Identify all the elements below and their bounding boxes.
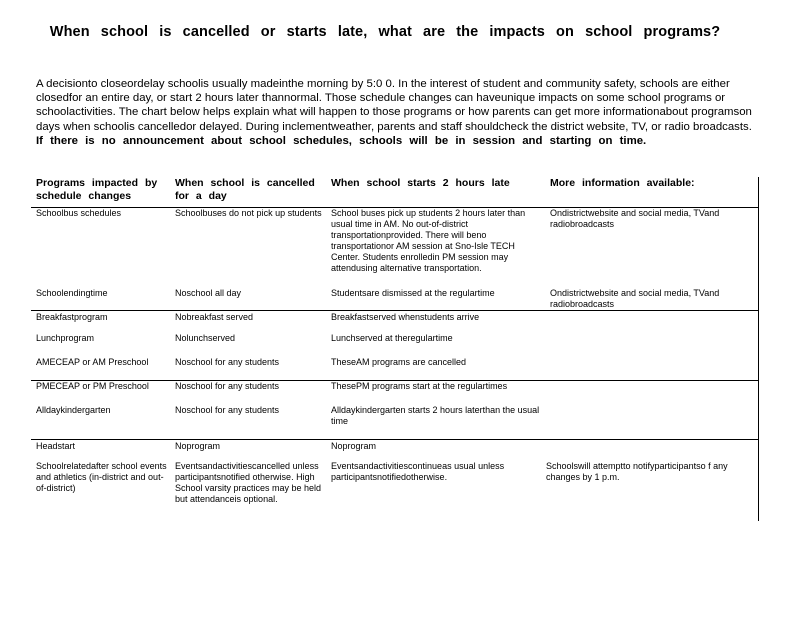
cell-more-info [545, 381, 758, 406]
page-title: When school is cancelled or starts late, what are the impacts on school programs? [49, 24, 721, 40]
cell-program: Schoolrelatedafter school events and athletics (in-district and out-of-district) [36, 461, 167, 493]
cell-more-info [545, 440, 758, 462]
cell-program: Schoolendingtime [31, 288, 170, 311]
cell-more-info: Ondistrictwebsite and social media, TVand radiobroadcasts [545, 288, 758, 311]
intro-paragraph [36, 77, 760, 148]
header-late-start: When school starts 2 hours late [326, 177, 545, 208]
header-cancelled: When school is cancelled for a day [170, 177, 326, 208]
cell-late-start: Studentsare dismissed at the regulartime [326, 288, 545, 311]
table-row [31, 288, 758, 311]
cell-program: Lunchprogram [36, 333, 95, 343]
cell-program: Schoolbus schedules [36, 208, 122, 218]
table-header-row [31, 177, 758, 208]
cell-late-start: TheseAM programs are cancelled [326, 357, 545, 381]
cell-more-info: Ondistrictwebsite and social media, TVand radiobroadcasts [545, 208, 758, 289]
cell-more-info [545, 357, 758, 381]
cell-late-start: Eventsandactivitiescontinueas usual unless participantsnotifiedotherwise. [331, 461, 505, 482]
cell-program: Headstart [36, 441, 76, 451]
cell-late-start: School buses pick up students 2 hours later than usual time in AM. No out-of-district transportationprovided. There will beno transportationor AM session at Sno-Isle TECH Center. Students enrolledin PM session may attendusing alternative transportation. [331, 208, 526, 273]
header-programs: Programs impacted by schedule changes [31, 177, 170, 208]
cell-more-info [545, 405, 758, 440]
cell-program: PMECEAP or PM Preschool [36, 381, 149, 391]
cell-program: Alldaykindergarten [31, 405, 170, 440]
table-row [31, 311, 758, 334]
cell-more-info [545, 333, 758, 357]
table-row [31, 461, 758, 521]
table-row [31, 208, 758, 289]
cell-cancelled: Noschool for any students [170, 405, 326, 440]
cell-late-start: Noprogram [331, 441, 377, 451]
cell-late-start: Breakfastserved whenstudents arrive [331, 312, 480, 322]
cell-cancelled: Noschool for any students [175, 381, 280, 391]
cell-program: AMECEAP or AM Preschool [31, 357, 170, 381]
cell-cancelled: Nobreakfast served [175, 312, 254, 322]
cell-cancelled: Schoolbuses do not pick up students [175, 208, 322, 218]
cell-late-start: Alldaykindergarten starts 2 hours laterthan the usual time [326, 405, 545, 440]
cell-cancelled: Noschool for any students [170, 357, 326, 381]
cell-cancelled: Noprogram [175, 441, 221, 451]
intro-text: A decisionto closeordelay schoolis usually madeinthe morning by 5:0 0. In the interest of student and community safety, schools are either closedfor an entire day, or start 2 hours later thannormal. Those schedule changes can haveunique impacts on some school programs or schoolactivities. The chart below helps explain what will happen to those programs or how parents can get more informationabout programson days when schoolis cancelledor delayed. During inclementweather, parents and staff shouldcheck the district website, TV, or radio broadcasts. [36, 78, 752, 133]
cell-late-start: ThesePM programs start at the regulartimes [331, 381, 508, 391]
cell-cancelled: Eventsandactivitiescancelled unless participantsnotified otherwise. High School varsity practices may be held but attendanceis optional. [175, 461, 322, 504]
table-row [31, 440, 758, 462]
table-row [31, 381, 758, 406]
table-row [31, 357, 758, 381]
cell-late-start: Lunchserved at theregulartime [331, 333, 453, 343]
cell-more-info: Schoolswill attemptto notifyparticipantso f any changes by 1 p.m. [545, 461, 758, 521]
cell-more-info [545, 311, 758, 334]
cell-cancelled: Nolunchserved [175, 333, 236, 343]
cell-program: Breakfastprogram [36, 312, 108, 322]
table-row [31, 405, 758, 440]
table-row [31, 333, 758, 357]
header-more-info: More information available: [545, 177, 758, 208]
impacts-table [31, 177, 759, 521]
intro-bold-note: If there is no announcement about school schedules, schools will be in session and starting on time. [36, 134, 647, 147]
cell-cancelled: Noschool all day [170, 288, 326, 311]
